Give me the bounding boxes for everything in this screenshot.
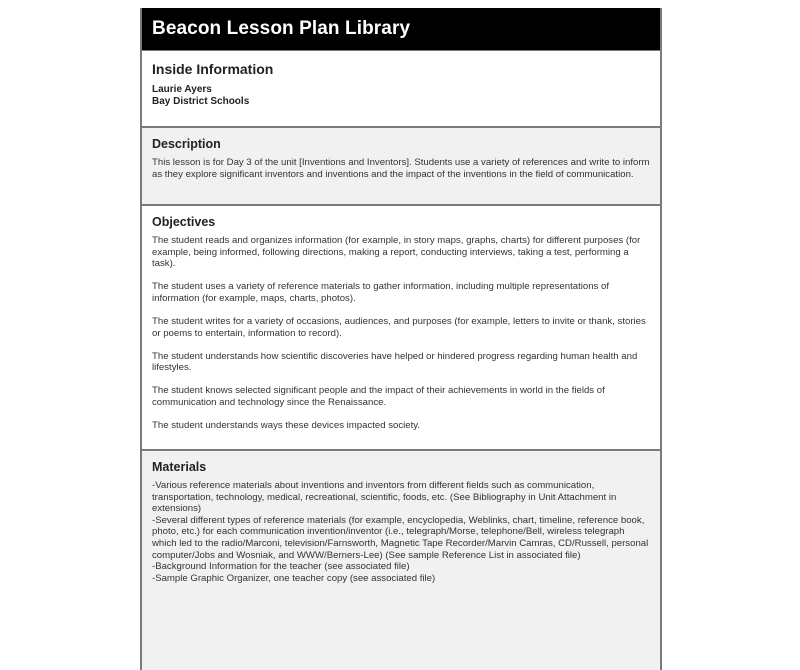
objective-item: The student uses a variety of reference materials to gather information, including multiple representations of information (for example, maps, charts, photos). bbox=[152, 281, 610, 304]
description-heading: Description bbox=[152, 137, 221, 151]
materials-heading: Materials bbox=[152, 460, 207, 474]
library-banner bbox=[142, 8, 660, 50]
library-title: Beacon Lesson Plan Library bbox=[152, 18, 411, 39]
material-item: -Various reference materials about inventions and inventors from different fields such as communication, transportation, technology, medical, recreational, scientific, foods, etc. (See Bibliography in Unit Attachment in extensions) bbox=[152, 480, 617, 515]
description-section bbox=[142, 126, 660, 204]
description-text: This lesson is for Day 3 of the unit [Inventions and Inventors]. Students use a variety of references and write to inform as they explore significant inventors and inventions and the impact of the inventions in the field of communication. bbox=[152, 157, 650, 180]
lesson-header-section bbox=[142, 50, 660, 126]
material-item: -Sample Graphic Organizer, one teacher copy (see associated file) bbox=[152, 572, 436, 584]
material-item: -Background Information for the teacher (see associated file) bbox=[152, 561, 410, 573]
objective-item: The student reads and organizes information (for example, in story maps, graphs, charts) for different purposes (for example, being informed, following directions, making a report, conducting interviews, taking a test, performing a task). bbox=[152, 235, 641, 270]
objective-item: The student understands ways these devices impacted society. bbox=[152, 420, 421, 432]
material-item: -Several different types of reference materials (for example, encyclopedia, Weblinks, chart, timeline, reference book, photo, etc.) for each communication invention/inventor (i.e., telegraph/Morse, telephone/Bell, wireless telegraph which led to the radio/Marconi, television/Farnsworth, Magnetic Tape Recorder/Marvin Camras, CD/Russell, personal computer/Jobs and Wosniak, and WWW/Berners-Lee) (See sample Reference List in associated file) bbox=[152, 514, 649, 561]
objective-item: The student writes for a variety of occasions, audiences, and purposes (for example, letters to invite or thank, stories or poems to entertain, information to record). bbox=[152, 315, 646, 339]
objective-item: The student understands how scientific discoveries have helped or hindered progress regarding human health and lifestyles. bbox=[152, 350, 638, 374]
lesson-title: Inside Information bbox=[152, 61, 274, 77]
objectives-heading: Objectives bbox=[152, 215, 216, 229]
lesson-school: Bay District Schools bbox=[152, 96, 250, 107]
objective-item: The student knows selected significant people and the impact of their achievements in world in the fields of communication and technology since the Renaissance. bbox=[152, 385, 605, 408]
objectives-section bbox=[142, 204, 660, 449]
lesson-author: Laurie Ayers bbox=[152, 84, 212, 95]
lesson-plan-page bbox=[140, 8, 662, 670]
materials-section bbox=[142, 449, 660, 670]
